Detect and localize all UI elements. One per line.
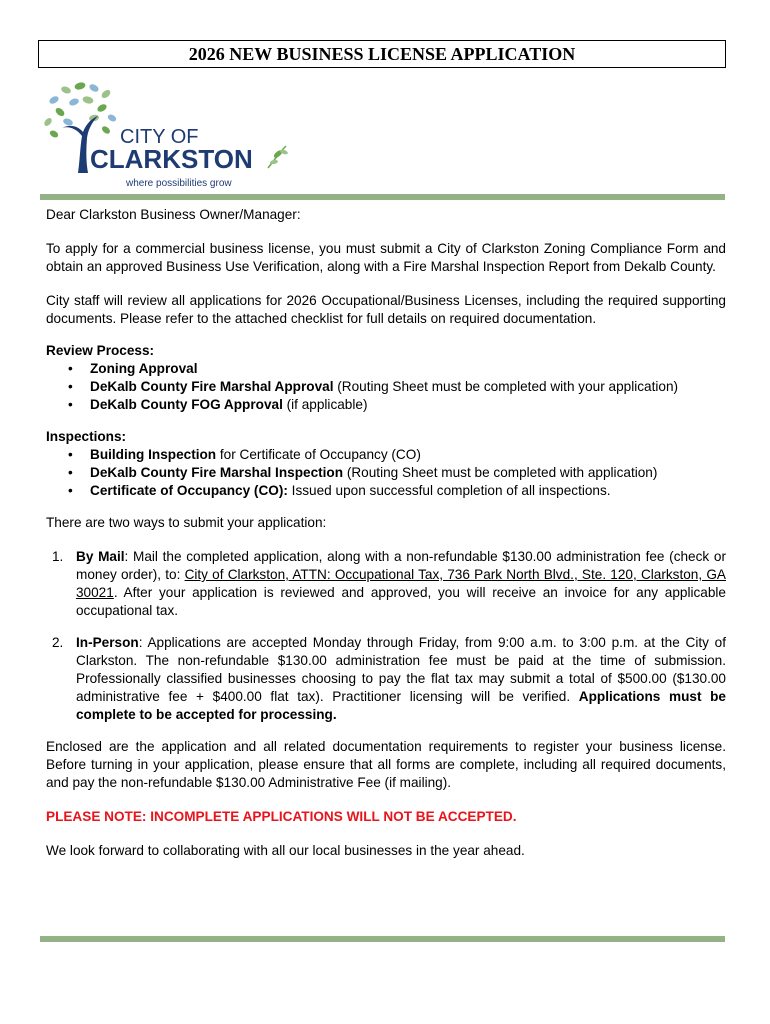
list-item: • Certificate of Occupancy (CO): Issued upon successful completion of all inspections.	[90, 482, 726, 500]
city-logo	[40, 78, 290, 193]
list-item: • Building Inspection for Certificate of Occupancy (CO)	[90, 446, 726, 464]
page-title: 2026 NEW BUSINESS LICENSE APPLICATION	[38, 40, 726, 68]
review-process-list	[46, 360, 726, 414]
divider-top	[40, 194, 725, 200]
logo-tagline: where possibilities grow	[126, 178, 232, 189]
intro-paragraph: To apply for a commercial business license, you must submit a City of Clarkston Zoning Compliance Form and obtain an approved Business Use Verification, along with a Fire Marshal Inspection Report from Dekalb County.	[46, 241, 726, 274]
inspections-heading: Inspections:	[46, 429, 127, 444]
ways-intro: There are two ways to submit your application:	[46, 515, 327, 530]
incomplete-note: PLEASE NOTE: INCOMPLETE APPLICATIONS WILL NOT BE ACCEPTED.	[46, 809, 517, 824]
divider-bottom	[40, 936, 725, 942]
closing-paragraph: We look forward to collaborating with all our local businesses in the year ahead.	[46, 843, 525, 858]
submission-methods	[46, 548, 726, 724]
greeting: Dear Clarkston Business Owner/Manager:	[46, 207, 301, 222]
list-item: • DeKalb County FOG Approval (if applicable)	[90, 396, 726, 414]
leaf-sprig-icon	[268, 146, 288, 168]
list-item: 1. By Mail: Mail the completed application, along with a non-refundable $130.00 administration fee (check or money order), to: City of Clarkston, ATTN: Occupational Tax, 736 Park North Blvd., Ste. 120, Clarkston, GA 30021. After your application is reviewed and approved, you will receive an invoice for any applicable occupational tax.	[52, 549, 727, 618]
list-item: • Zoning Approval	[90, 360, 726, 378]
enclosed-paragraph: Enclosed are the application and all related documentation requirements to register your business license. Before turning in your application, please ensure that all forms are complete, including all required documents, and pay the non-refundable $130.00 Administrative Fee (if mailing).	[46, 739, 726, 790]
inspections-list	[46, 446, 726, 500]
logo-city-of: CITY OF	[120, 126, 199, 148]
list-item: • DeKalb County Fire Marshal Approval (Routing Sheet must be completed with your application)	[90, 378, 726, 396]
list-item: • DeKalb County Fire Marshal Inspection (Routing Sheet must be completed with application)	[90, 464, 726, 482]
list-item: 2. In-Person: Applications are accepted Monday through Friday, from 9:00 a.m. to 3:00 p.m. at the City of Clarkston. The non-refundable $130.00 administration fee must be paid at the time of submission. Professionally classified businesses choosing to pay the flat tax may submit a total of $500.00 ($130.00 administrative fee + $400.00 flat tax). Practitioner licensing will be verified. Applications must be complete to be accepted for processing.	[52, 635, 726, 722]
staff-review-paragraph: City staff will review all applications for 2026 Occupational/Business Licenses, including the required supporting documents. Please refer to the attached checklist for full details on required documentation.	[46, 293, 726, 326]
review-process-heading: Review Process:	[46, 343, 155, 358]
mailing-address: City of Clarkston, ATTN: Occupational Tax, 736 Park North Blvd., Ste. 120, Clarkston, GA 30021	[76, 567, 726, 600]
letter-body	[46, 206, 726, 860]
logo-name: CLARKSTON	[90, 144, 253, 174]
